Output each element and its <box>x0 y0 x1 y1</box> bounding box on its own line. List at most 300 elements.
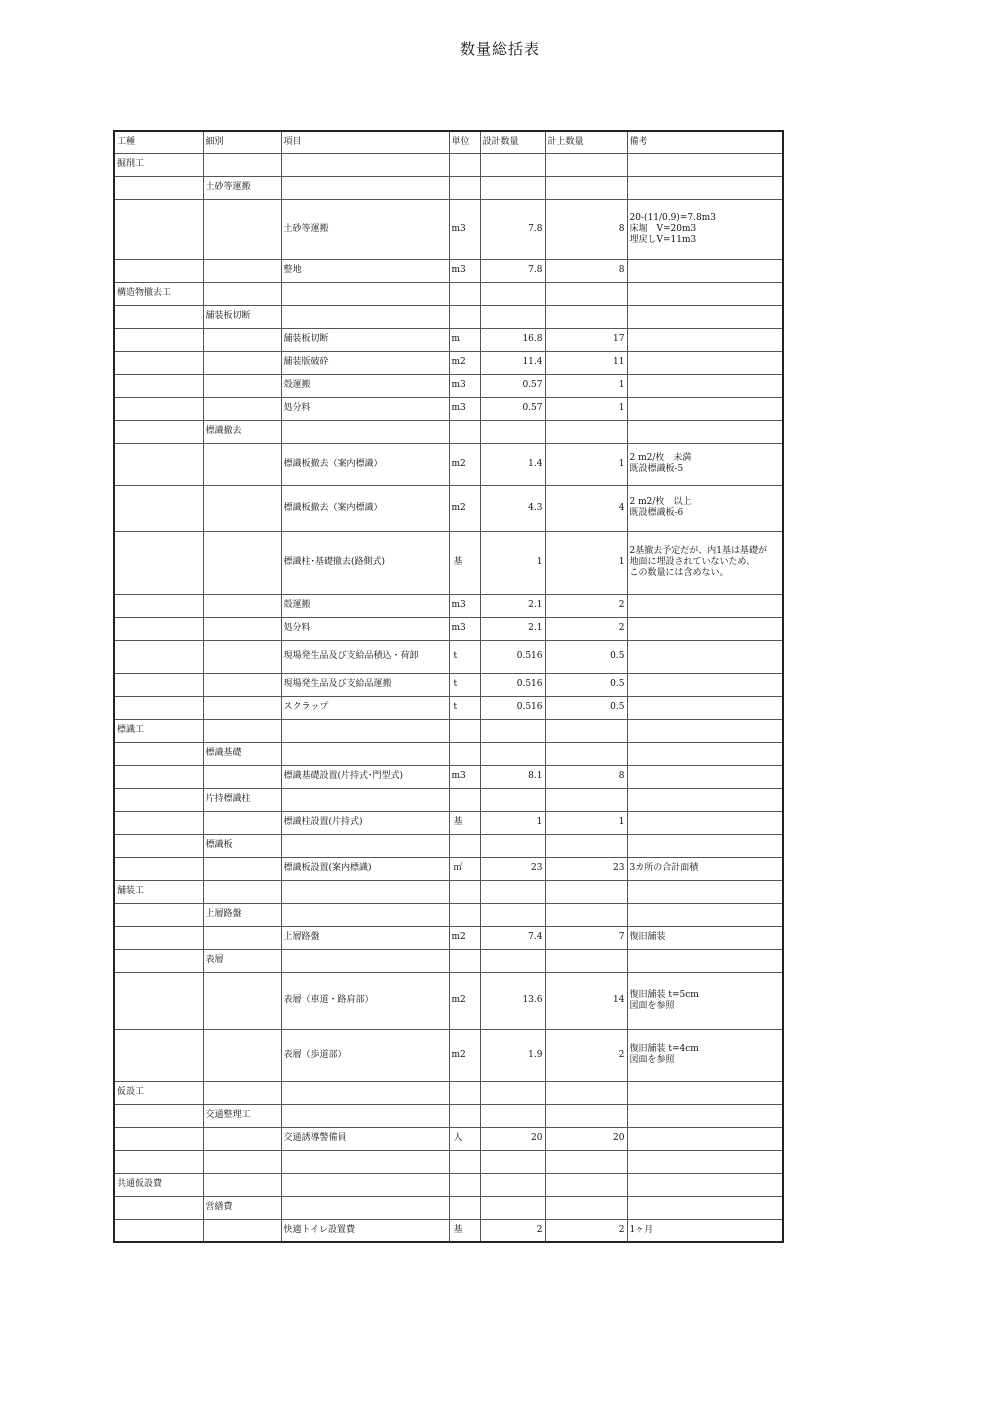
booked-qty-cell <box>545 1173 627 1196</box>
unit-cell: m3 <box>449 765 480 788</box>
booked-qty-cell: 23 <box>545 857 627 880</box>
item-cell: 標識板撤去（案内標識） <box>281 443 449 485</box>
remarks-cell <box>627 834 783 857</box>
table-row <box>114 834 783 857</box>
work-type-cell <box>114 176 203 199</box>
design-qty-cell <box>480 788 545 811</box>
unit-cell: 基 <box>449 1219 480 1242</box>
design-qty-cell <box>480 420 545 443</box>
design-qty-cell <box>480 1104 545 1127</box>
work-type-cell <box>114 640 203 673</box>
table-row <box>114 485 783 531</box>
booked-qty-cell: 8 <box>545 199 627 259</box>
table-row <box>114 1173 783 1196</box>
header-cell: 項目 <box>281 131 449 153</box>
work-type-cell: 共通仮設費 <box>114 1173 203 1196</box>
work-type-cell <box>114 1219 203 1242</box>
unit-cell <box>449 1173 480 1196</box>
booked-qty-cell: 0.5 <box>545 640 627 673</box>
design-qty-cell: 8.1 <box>480 765 545 788</box>
work-type-cell: 仮設工 <box>114 1081 203 1104</box>
unit-cell: m2 <box>449 1029 480 1081</box>
design-qty-cell: 2 <box>480 1219 545 1242</box>
booked-qty-cell <box>545 282 627 305</box>
booked-qty-cell: 2 <box>545 594 627 617</box>
detail-cell <box>203 153 281 176</box>
booked-qty-cell: 1 <box>545 811 627 834</box>
item-cell: 標識柱設置(片持式) <box>281 811 449 834</box>
remarks-cell: 1ヶ月 <box>627 1219 783 1242</box>
table-row <box>114 811 783 834</box>
work-type-cell <box>114 696 203 719</box>
remarks-cell <box>627 1081 783 1104</box>
table-row <box>114 374 783 397</box>
design-qty-cell: 7.4 <box>480 926 545 949</box>
item-cell: 標識柱･基礎撤去(路側式) <box>281 531 449 594</box>
unit-cell <box>449 880 480 903</box>
remarks-cell <box>627 594 783 617</box>
header-cell: 設計数量 <box>480 131 545 153</box>
remarks-cell <box>627 1196 783 1219</box>
unit-cell: t <box>449 696 480 719</box>
unit-cell <box>449 949 480 972</box>
work-type-cell: 掘削工 <box>114 153 203 176</box>
detail-cell <box>203 282 281 305</box>
remarks-cell <box>627 788 783 811</box>
item-cell: 表層（歩道部） <box>281 1029 449 1081</box>
detail-cell <box>203 1081 281 1104</box>
detail-cell <box>203 531 281 594</box>
design-qty-cell <box>480 834 545 857</box>
remarks-cell <box>627 282 783 305</box>
item-cell <box>281 880 449 903</box>
quantity-summary-table <box>113 130 784 1243</box>
item-cell: 処分料 <box>281 617 449 640</box>
design-qty-cell <box>480 305 545 328</box>
design-qty-cell <box>480 949 545 972</box>
table-row <box>114 880 783 903</box>
item-cell <box>281 176 449 199</box>
design-qty-cell <box>480 1173 545 1196</box>
work-type-cell <box>114 1196 203 1219</box>
booked-qty-cell <box>545 176 627 199</box>
design-qty-cell <box>480 1081 545 1104</box>
design-qty-cell <box>480 282 545 305</box>
booked-qty-cell <box>545 949 627 972</box>
unit-cell: m3 <box>449 617 480 640</box>
design-qty-cell: 0.516 <box>480 640 545 673</box>
remarks-cell <box>627 328 783 351</box>
table-header-row <box>114 131 783 153</box>
work-type-cell: 舗装工 <box>114 880 203 903</box>
work-type-cell <box>114 305 203 328</box>
detail-cell <box>203 719 281 742</box>
booked-qty-cell: 17 <box>545 328 627 351</box>
detail-cell: 表層 <box>203 949 281 972</box>
table-row <box>114 1196 783 1219</box>
item-cell: 舗装板切断 <box>281 328 449 351</box>
design-qty-cell <box>480 719 545 742</box>
design-qty-cell: 7.8 <box>480 259 545 282</box>
item-cell: 現場発生品及び支給品積込・荷卸 <box>281 640 449 673</box>
table-row <box>114 259 783 282</box>
design-qty-cell <box>480 1196 545 1219</box>
unit-cell: t <box>449 673 480 696</box>
remarks-cell: 復旧舗装 t=4cm 図面を参照 <box>627 1029 783 1081</box>
detail-cell <box>203 351 281 374</box>
design-qty-cell: 4.3 <box>480 485 545 531</box>
item-cell <box>281 282 449 305</box>
work-type-cell <box>114 788 203 811</box>
unit-cell <box>449 153 480 176</box>
table-row <box>114 1219 783 1242</box>
remarks-cell <box>627 1127 783 1150</box>
detail-cell <box>203 673 281 696</box>
work-type-cell <box>114 949 203 972</box>
booked-qty-cell <box>545 903 627 926</box>
detail-cell <box>203 696 281 719</box>
work-type-cell <box>114 673 203 696</box>
table-row <box>114 1081 783 1104</box>
item-cell <box>281 153 449 176</box>
booked-qty-cell: 1 <box>545 397 627 420</box>
table-row <box>114 305 783 328</box>
booked-qty-cell <box>545 305 627 328</box>
booked-qty-cell <box>545 1081 627 1104</box>
detail-cell: 片持標識柱 <box>203 788 281 811</box>
design-qty-cell: 23 <box>480 857 545 880</box>
detail-cell <box>203 857 281 880</box>
item-cell: 殻運搬 <box>281 374 449 397</box>
design-qty-cell: 0.516 <box>480 673 545 696</box>
design-qty-cell: 1 <box>480 811 545 834</box>
detail-cell <box>203 1029 281 1081</box>
work-type-cell <box>114 1029 203 1081</box>
item-cell <box>281 305 449 328</box>
detail-cell: 上層路盤 <box>203 903 281 926</box>
table-row <box>114 949 783 972</box>
item-cell <box>281 949 449 972</box>
unit-cell <box>449 742 480 765</box>
work-type-cell <box>114 1150 203 1173</box>
detail-cell <box>203 972 281 1029</box>
unit-cell: m3 <box>449 199 480 259</box>
design-qty-cell: 11.4 <box>480 351 545 374</box>
item-cell: 交通誘導警備員 <box>281 1127 449 1150</box>
design-qty-cell: 13.6 <box>480 972 545 1029</box>
unit-cell: m3 <box>449 259 480 282</box>
work-type-cell: 構造物撤去工 <box>114 282 203 305</box>
work-type-cell <box>114 811 203 834</box>
table-row <box>114 719 783 742</box>
booked-qty-cell <box>545 153 627 176</box>
remarks-cell: 3カ所の合計面積 <box>627 857 783 880</box>
unit-cell: 基 <box>449 531 480 594</box>
booked-qty-cell: 20 <box>545 1127 627 1150</box>
booked-qty-cell: 1 <box>545 374 627 397</box>
booked-qty-cell: 1 <box>545 531 627 594</box>
detail-cell: 交通整理工 <box>203 1104 281 1127</box>
detail-cell: 舗装板切断 <box>203 305 281 328</box>
unit-cell: m3 <box>449 397 480 420</box>
work-type-cell <box>114 351 203 374</box>
design-qty-cell: 16.8 <box>480 328 545 351</box>
work-type-cell <box>114 1104 203 1127</box>
detail-cell <box>203 328 281 351</box>
booked-qty-cell: 7 <box>545 926 627 949</box>
item-cell <box>281 1081 449 1104</box>
item-cell <box>281 834 449 857</box>
design-qty-cell <box>480 880 545 903</box>
work-type-cell <box>114 765 203 788</box>
unit-cell: 人 <box>449 1127 480 1150</box>
table-row <box>114 153 783 176</box>
work-type-cell <box>114 397 203 420</box>
unit-cell: m2 <box>449 926 480 949</box>
item-cell: 表層（車道・路肩部） <box>281 972 449 1029</box>
detail-cell <box>203 617 281 640</box>
unit-cell: ㎡ <box>449 857 480 880</box>
detail-cell <box>203 880 281 903</box>
remarks-cell <box>627 880 783 903</box>
remarks-cell <box>627 765 783 788</box>
detail-cell: 標識撤去 <box>203 420 281 443</box>
detail-cell <box>203 199 281 259</box>
table-row <box>114 1104 783 1127</box>
design-qty-cell <box>480 742 545 765</box>
table-row <box>114 1029 783 1081</box>
item-cell: 現場発生品及び支給品運搬 <box>281 673 449 696</box>
detail-cell: 標識基礎 <box>203 742 281 765</box>
unit-cell: m2 <box>449 485 480 531</box>
table-row <box>114 594 783 617</box>
detail-cell <box>203 443 281 485</box>
design-qty-cell: 1.4 <box>480 443 545 485</box>
booked-qty-cell: 0.5 <box>545 673 627 696</box>
detail-cell <box>203 1150 281 1173</box>
item-cell <box>281 788 449 811</box>
booked-qty-cell <box>545 719 627 742</box>
remarks-cell <box>627 903 783 926</box>
work-type-cell <box>114 926 203 949</box>
header-cell: 備考 <box>627 131 783 153</box>
remarks-cell <box>627 1104 783 1127</box>
design-qty-cell <box>480 1150 545 1173</box>
unit-cell <box>449 1081 480 1104</box>
detail-cell <box>203 1219 281 1242</box>
design-qty-cell: 1.9 <box>480 1029 545 1081</box>
remarks-cell <box>627 305 783 328</box>
remarks-cell <box>627 640 783 673</box>
item-cell: 土砂等運搬 <box>281 199 449 259</box>
table-row <box>114 788 783 811</box>
booked-qty-cell <box>545 788 627 811</box>
item-cell <box>281 420 449 443</box>
item-cell <box>281 1104 449 1127</box>
detail-cell: 標識板 <box>203 834 281 857</box>
booked-qty-cell <box>545 742 627 765</box>
work-type-cell <box>114 420 203 443</box>
unit-cell <box>449 1150 480 1173</box>
unit-cell: m3 <box>449 374 480 397</box>
work-type-cell <box>114 834 203 857</box>
table-row <box>114 282 783 305</box>
table-row <box>114 199 783 259</box>
work-type-cell <box>114 374 203 397</box>
remarks-cell <box>627 673 783 696</box>
work-type-cell <box>114 857 203 880</box>
header-cell: 工種 <box>114 131 203 153</box>
remarks-cell: 2 m2/枚 未満 既設標識板-5 <box>627 443 783 485</box>
unit-cell <box>449 176 480 199</box>
table-row <box>114 328 783 351</box>
detail-cell <box>203 259 281 282</box>
design-qty-cell: 0.516 <box>480 696 545 719</box>
table-row <box>114 673 783 696</box>
remarks-cell <box>627 153 783 176</box>
unit-cell: m3 <box>449 594 480 617</box>
work-type-cell <box>114 617 203 640</box>
item-cell: 整地 <box>281 259 449 282</box>
work-type-cell <box>114 531 203 594</box>
design-qty-cell: 2.1 <box>480 594 545 617</box>
item-cell: 殻運搬 <box>281 594 449 617</box>
detail-cell: 営繕費 <box>203 1196 281 1219</box>
table-row <box>114 531 783 594</box>
item-cell <box>281 742 449 765</box>
design-qty-cell <box>480 176 545 199</box>
remarks-cell <box>627 397 783 420</box>
table-row <box>114 765 783 788</box>
table-row <box>114 903 783 926</box>
table-row <box>114 640 783 673</box>
work-type-cell <box>114 328 203 351</box>
unit-cell: m2 <box>449 972 480 1029</box>
booked-qty-cell <box>545 834 627 857</box>
unit-cell <box>449 1196 480 1219</box>
unit-cell: m2 <box>449 443 480 485</box>
work-type-cell <box>114 259 203 282</box>
page-title: 数量総括表 <box>459 40 540 58</box>
design-qty-cell: 20 <box>480 1127 545 1150</box>
remarks-cell <box>627 949 783 972</box>
booked-qty-cell: 8 <box>545 259 627 282</box>
remarks-cell: 20-(11/0.9)=7.8m3 床堀 V=20m3 埋戻しV=11m3 <box>627 199 783 259</box>
booked-qty-cell: 11 <box>545 351 627 374</box>
booked-qty-cell: 2 <box>545 617 627 640</box>
work-type-cell <box>114 742 203 765</box>
unit-cell <box>449 282 480 305</box>
item-cell: 舗装版破砕 <box>281 351 449 374</box>
work-type-cell <box>114 1127 203 1150</box>
table-row <box>114 351 783 374</box>
work-type-cell <box>114 485 203 531</box>
table-row <box>114 972 783 1029</box>
work-type-cell <box>114 594 203 617</box>
remarks-cell <box>627 617 783 640</box>
table-row <box>114 443 783 485</box>
remarks-cell <box>627 1150 783 1173</box>
booked-qty-cell: 0.5 <box>545 696 627 719</box>
unit-cell <box>449 788 480 811</box>
detail-cell <box>203 765 281 788</box>
remarks-cell <box>627 811 783 834</box>
remarks-cell <box>627 696 783 719</box>
booked-qty-cell <box>545 1104 627 1127</box>
detail-cell <box>203 1173 281 1196</box>
item-cell: 処分料 <box>281 397 449 420</box>
design-qty-cell: 7.8 <box>480 199 545 259</box>
item-cell <box>281 903 449 926</box>
item-cell: 標識板撤去（案内標識） <box>281 485 449 531</box>
booked-qty-cell: 4 <box>545 485 627 531</box>
table-row <box>114 420 783 443</box>
table-row <box>114 857 783 880</box>
remarks-cell <box>627 719 783 742</box>
booked-qty-cell <box>545 1150 627 1173</box>
booked-qty-cell: 2 <box>545 1219 627 1242</box>
table-row <box>114 926 783 949</box>
design-qty-cell: 0.57 <box>480 397 545 420</box>
booked-qty-cell: 1 <box>545 443 627 485</box>
table-row <box>114 176 783 199</box>
unit-cell <box>449 834 480 857</box>
booked-qty-cell: 14 <box>545 972 627 1029</box>
design-qty-cell: 2.1 <box>480 617 545 640</box>
design-qty-cell <box>480 153 545 176</box>
unit-cell <box>449 1104 480 1127</box>
header-cell: 単位 <box>449 131 480 153</box>
unit-cell: t <box>449 640 480 673</box>
item-cell: 標識基礎設置(片持式･門型式) <box>281 765 449 788</box>
unit-cell: m2 <box>449 351 480 374</box>
table-body <box>114 131 783 1242</box>
header-cell: 細別 <box>203 131 281 153</box>
remarks-cell <box>627 259 783 282</box>
booked-qty-cell <box>545 880 627 903</box>
detail-cell <box>203 640 281 673</box>
remarks-cell: 復旧舗装 t=5cm 図面を参照 <box>627 972 783 1029</box>
work-type-cell <box>114 903 203 926</box>
table-row <box>114 397 783 420</box>
item-cell: 快適トイレ設置費 <box>281 1219 449 1242</box>
table-row <box>114 696 783 719</box>
item-cell: 標識板設置(案内標識) <box>281 857 449 880</box>
work-type-cell <box>114 443 203 485</box>
unit-cell <box>449 719 480 742</box>
header-cell: 計上数量 <box>545 131 627 153</box>
remarks-cell <box>627 374 783 397</box>
detail-cell: 土砂等運搬 <box>203 176 281 199</box>
work-type-cell <box>114 199 203 259</box>
table-row <box>114 1150 783 1173</box>
detail-cell <box>203 926 281 949</box>
item-cell: 上層路盤 <box>281 926 449 949</box>
remarks-cell <box>627 420 783 443</box>
detail-cell <box>203 485 281 531</box>
unit-cell <box>449 903 480 926</box>
design-qty-cell <box>480 903 545 926</box>
remarks-cell <box>627 1173 783 1196</box>
remarks-cell <box>627 176 783 199</box>
detail-cell <box>203 1127 281 1150</box>
item-cell <box>281 1173 449 1196</box>
detail-cell <box>203 397 281 420</box>
item-cell <box>281 719 449 742</box>
work-type-cell: 標識工 <box>114 719 203 742</box>
booked-qty-cell <box>545 420 627 443</box>
unit-cell: 基 <box>449 811 480 834</box>
